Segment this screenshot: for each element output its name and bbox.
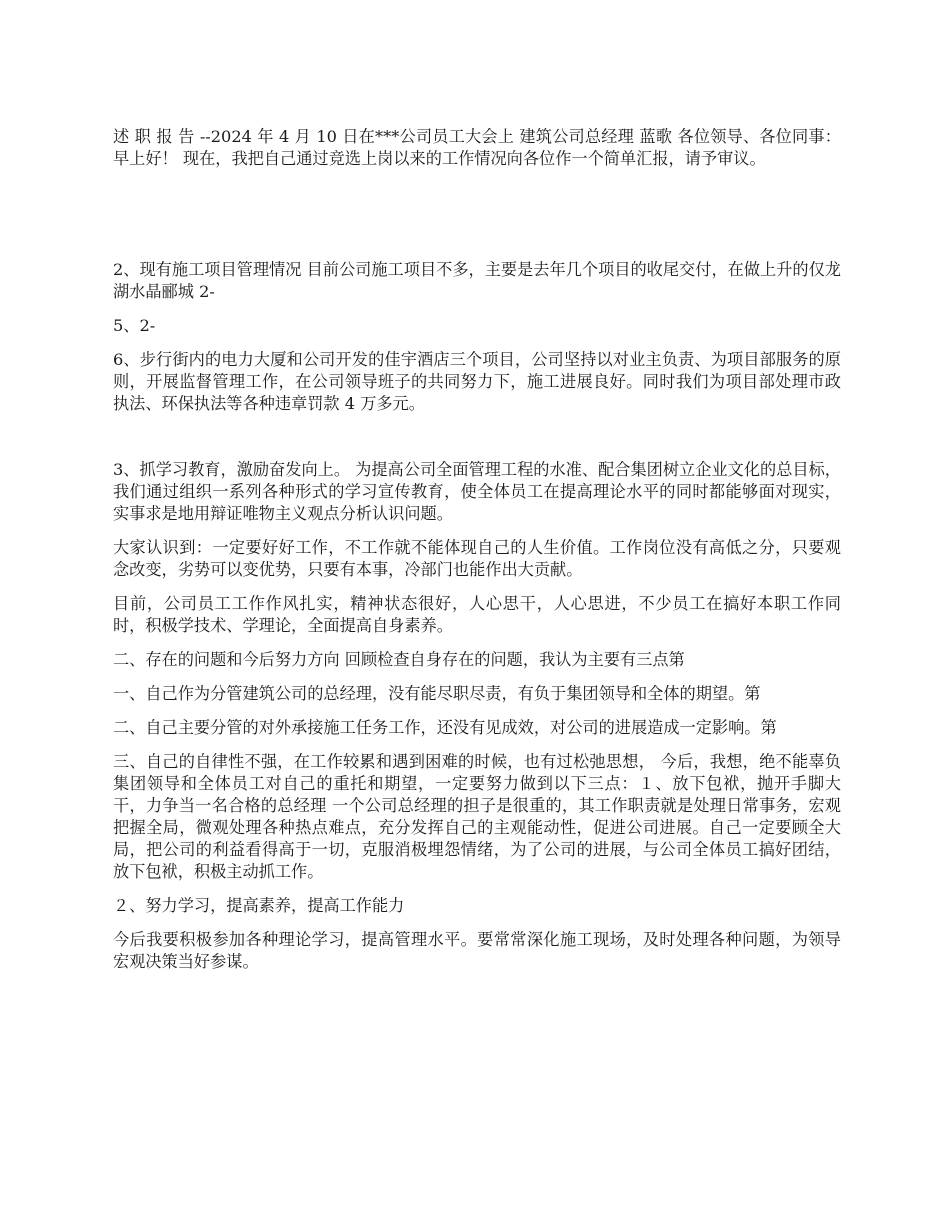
paragraph-problems-heading: 二、存在的问题和今后努力方向 回顾检查自身存在的问题，我认为主要有三点第 xyxy=(113,650,685,669)
paragraph-problem-three: 三、自己的自律性不强，在工作较累和遇到困难的时候，也有过松弛思想， 今后，我想，绝不能辜负集团领导和全体员工对自己的重托和期望，一定要努力做到以下三点：１、放下包袱，抛开手脚大干，力争当一名合格的总经理 一个公司总经理的担子是很重的，其工作职责就是处理日常事务，宏观把握全局，微观处理各种热点难点，充分发挥自己的主观能动性，促进公司进展。自己一定要顾全大局，把公司的利益看得高于一切，克服消极埋怨情绪，为了公司的进展，与公司全体员工搞好团结，放下包袱，积极主动抓工作。 xyxy=(113,752,841,881)
paragraph-study-education: 3、抓学习教育，激励奋发向上。 为提高公司全面管理工程的水准、配合集团树立企业文化的总目标，我们通过组织一系列各种形式的学习宣传教育，使全体员工在提高理论水平的同时都能够面对现实，实事求是地用辩证唯物主义观点分析认识问题。 xyxy=(113,460,841,523)
paragraph-projects-progress: 6、步行街内的电力大厦和公司开发的佳宇酒店三个项目，公司坚持以对业主负责、为项目部服务的原则，开展监督管理工作，在公司领导班子的共同努力下，施工进展良好。同时我们为项目部处理市政执法、环保执法等各种违章罚款 4 万多元。 xyxy=(113,350,841,413)
paragraph-project-management: 2、现有施工项目管理情况 目前公司施工项目不多，主要是去年几个项目的收尾交付，在做上升的仅龙湖水晶郦城 2- xyxy=(113,260,841,301)
paragraph-problem-one: 一、自己作为分管建筑公司的总经理，没有能尽职尽责，有负于集团领导和全体的期望。第 xyxy=(113,684,761,703)
paragraph-current-status: 目前，公司员工工作作风扎实，精神状态很好，人心思干，人心思进，不少员工在搞好本职工作同时，积极学技术、学理论，全面提高自身素养。 xyxy=(113,594,841,635)
paragraph-future-plan: 今后我要积极参加各种理论学习，提高管理水平。要常常深化施工现场，及时处理各种问题，为领导宏观决策当好参谋。 xyxy=(113,930,841,971)
paragraph-intro: 述 职 报 告 --2024 年 4 月 10 日在***公司员工大会上 建筑公司总经理 蓝歌 各位领导、各位同事： 早上好！ 现在，我把自己通过竞选上岗以来的工作情况向各位作一个简单汇报，请予审议。 xyxy=(113,127,841,168)
paragraph-number-fragment: 5、2- xyxy=(113,316,156,335)
paragraph-problem-two: 二、自己主要分管的对外承接施工任务工作，还没有见成效，对公司的进展造成一定影响。第 xyxy=(113,718,777,737)
paragraph-awareness: 大家认识到：一定要好好工作，不工作就不能体现自己的人生价值。工作岗位没有高低之分，只要观念改变，劣势可以变优势，只要有本事，冷部门也能作出大贡献。 xyxy=(113,538,841,579)
paragraph-study-heading: ２、努力学习，提高素养，提高工作能力 xyxy=(113,896,405,915)
document-body xyxy=(113,126,841,973)
